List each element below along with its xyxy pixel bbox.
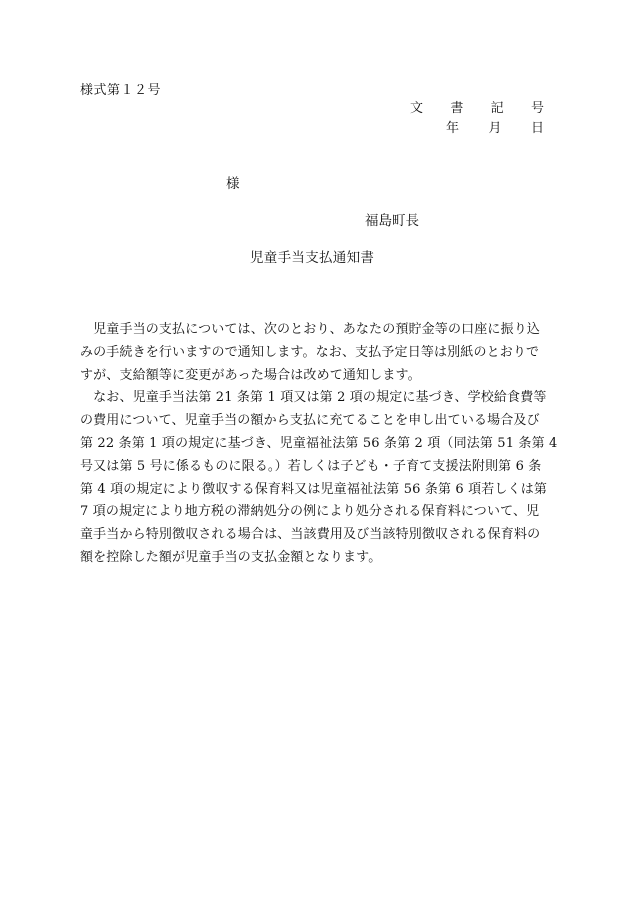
- body-line: 額を控除した額が児童手当の支払金額となります。: [80, 549, 382, 565]
- body-line: 第 4 項の規定により徴収する保育料又は児童福祉法第 56 条第 6 項若しくは第: [80, 481, 548, 497]
- body-line: なお、児童手当法第 21 条第 1 項又は第 2 項の規定に基づき、学校給食費等: [80, 390, 547, 406]
- body-line: 第 22 条第 1 項の規定に基づき、児童福祉法第 56 条第 2 項（同法第 51 条第 4: [80, 435, 558, 451]
- doc-number-label: 記: [490, 101, 504, 116]
- notice-body: [80, 319, 556, 570]
- sender: 福島町長: [365, 213, 419, 229]
- document-number: [410, 97, 544, 116]
- body-line: の費用について、児童手当の額から支払に充てることを申し出ている場合及び: [80, 413, 540, 429]
- date-label-year: 年: [446, 121, 460, 136]
- body-line: 児童手当の支払については、次のとおり、あなたの預貯金等の口座に振り込: [80, 322, 540, 337]
- doc-number-label: 書: [450, 101, 464, 116]
- date-label-month: 月: [488, 121, 502, 136]
- body-line: みの手続きを行いますので通知します。なお、支払予定日等は別紙のとおりで: [80, 344, 540, 360]
- doc-number-label: 号: [530, 101, 544, 116]
- doc-number-label: 文: [410, 101, 424, 116]
- document-title: 児童手当支払通知書: [250, 250, 375, 266]
- document-date: [446, 117, 544, 136]
- body-line: 7 項の規定により地方税の滞納処分の例により処分される保育料について、児: [80, 504, 540, 520]
- body-line: 童手当から特別徴収される場合は、当該費用及び当該特別徴収される保育料の: [80, 527, 541, 543]
- body-line: すが、支給額等に変更があった場合は改めて通知します。: [80, 367, 421, 383]
- body-line: 号又は第 5 号に係るものに限る。）若しくは子ども・子育て支援法附則第 6 条: [80, 458, 542, 474]
- form-number: 様式第１２号: [80, 83, 162, 98]
- addressee: 様: [226, 176, 240, 192]
- date-label-day: 日: [530, 121, 544, 136]
